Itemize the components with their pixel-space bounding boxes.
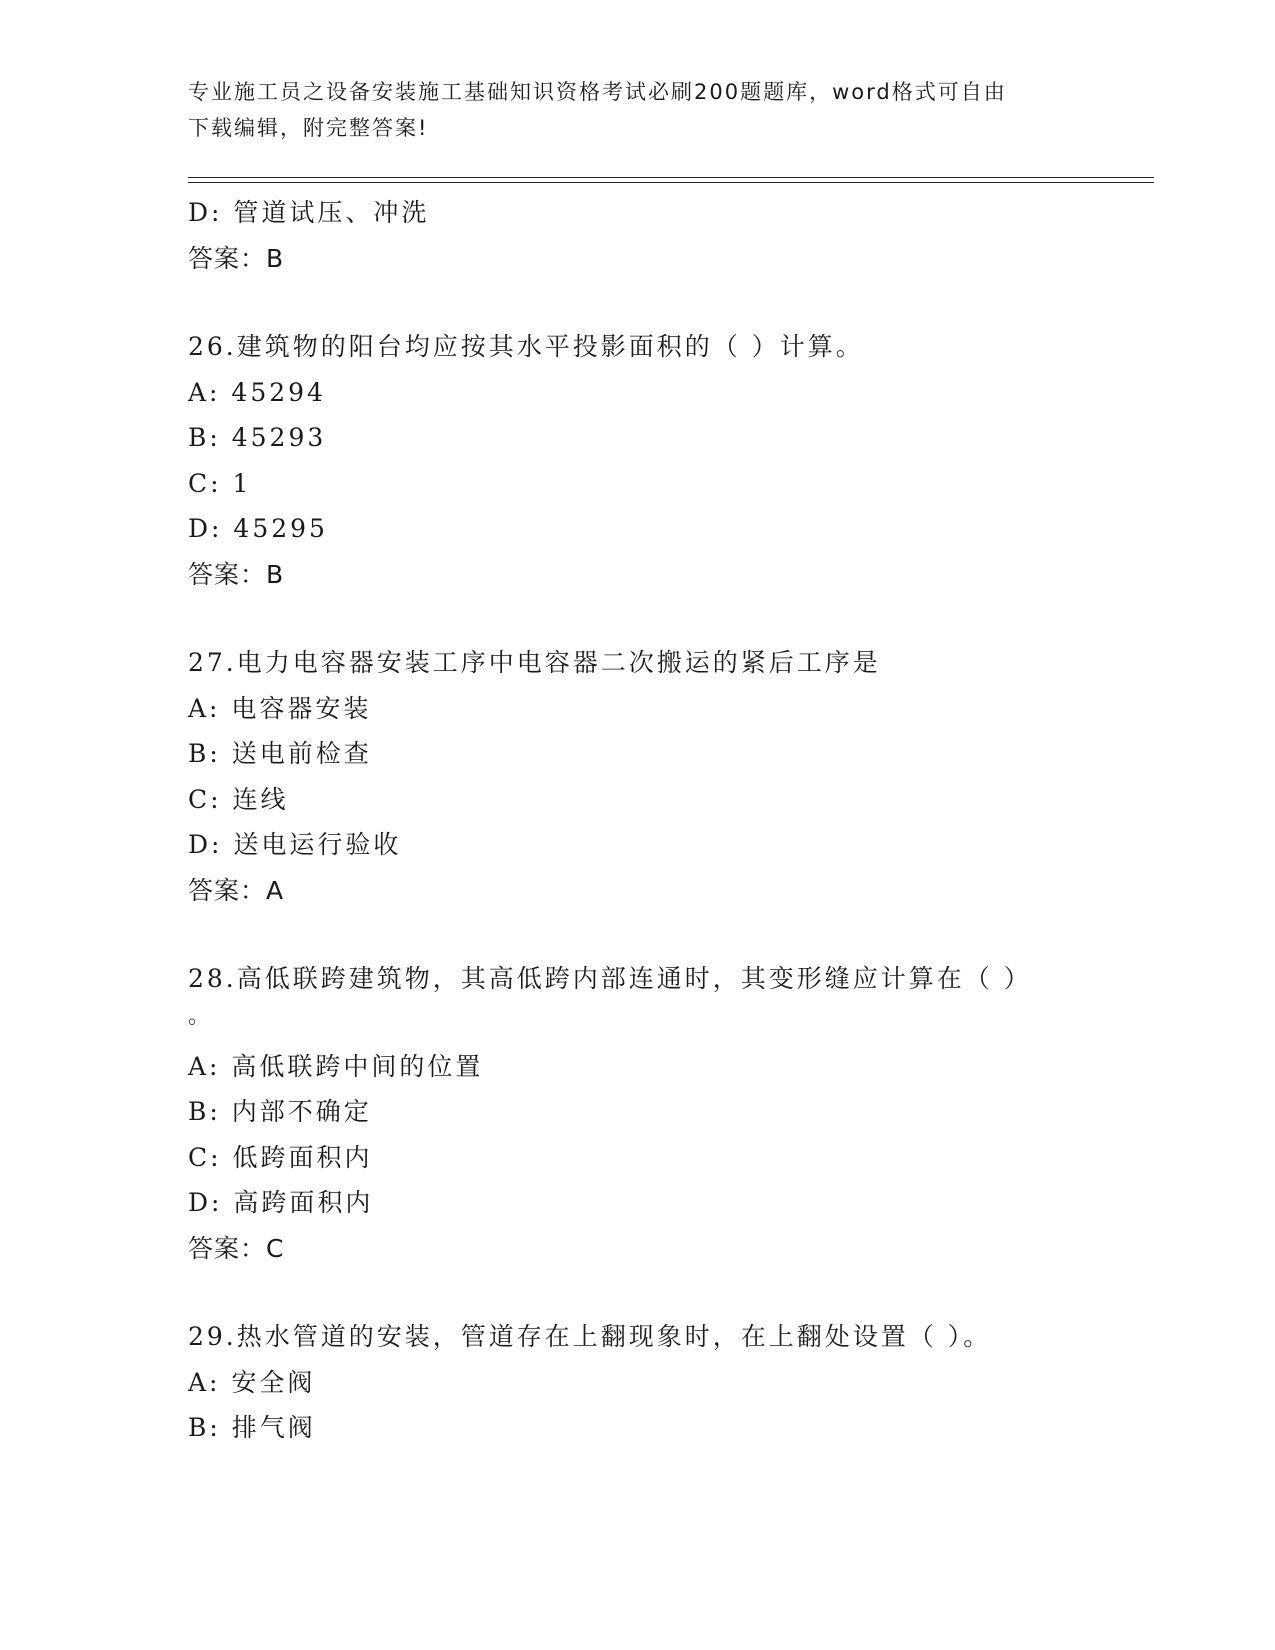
option-a: A: 高低联跨中间的位置 (188, 1051, 484, 1081)
header-divider-top (188, 177, 1154, 178)
option-a: A: 安全阀 (188, 1367, 316, 1397)
spacer (188, 1271, 1088, 1314)
header-line-2: 下载编辑，附完整答案! (188, 116, 429, 140)
question-26 (188, 324, 1088, 597)
question-28 (188, 956, 1088, 1271)
answer-line: 答案：C (188, 1233, 285, 1263)
spacer (188, 913, 1088, 956)
question-list (188, 190, 1088, 1451)
option-b: B: 45293 (188, 423, 327, 452)
question-stem: 27.电力电容器安装工序中电容器二次搬运的紧后工序是 (188, 648, 881, 677)
option-c: C: 连线 (188, 784, 289, 814)
option-d: D: 送电运行验收 (188, 830, 402, 859)
header-line-1: 专业施工员之设备安装施工基础知识资格考试必刷200题题库，word格式可自由 (188, 80, 1007, 104)
option-d: D: 管道试压、冲洗 (188, 198, 430, 227)
answer-line: 答案：A (188, 875, 285, 905)
question-stem: 28.高低联跨建筑物，其高低跨内部连通时，其变形缝应计算在（ ） (188, 964, 1032, 993)
option-a: A: 电容器安装 (188, 693, 372, 723)
document-header (188, 74, 1068, 146)
question-29 (188, 1314, 1088, 1451)
option-d: D: 45295 (188, 514, 328, 543)
option-d: D: 高跨面积内 (188, 1188, 374, 1217)
option-b: B: 内部不确定 (188, 1097, 372, 1126)
question-stem: 29.热水管道的安装，管道存在上翻现象时，在上翻处设置（ ）。 (188, 1322, 992, 1351)
question-stem: 26.建筑物的阳台均应按其水平投影面积的（ ）计算。 (188, 332, 864, 361)
question-27 (188, 640, 1088, 913)
option-c: C: 1 (188, 468, 252, 498)
header-divider-bottom (188, 182, 1154, 183)
option-c: C: 低跨面积内 (188, 1142, 373, 1172)
answer-line: 答案：B (188, 243, 285, 273)
option-b: B: 送电前检查 (188, 739, 372, 768)
option-b: B: 排气阀 (188, 1413, 316, 1442)
answer-line: 答案：B (188, 559, 285, 589)
spacer (188, 597, 1088, 640)
spacer (188, 281, 1088, 324)
option-a: A: 45294 (188, 377, 326, 407)
question-stem-continuation: 。 (188, 1003, 214, 1029)
